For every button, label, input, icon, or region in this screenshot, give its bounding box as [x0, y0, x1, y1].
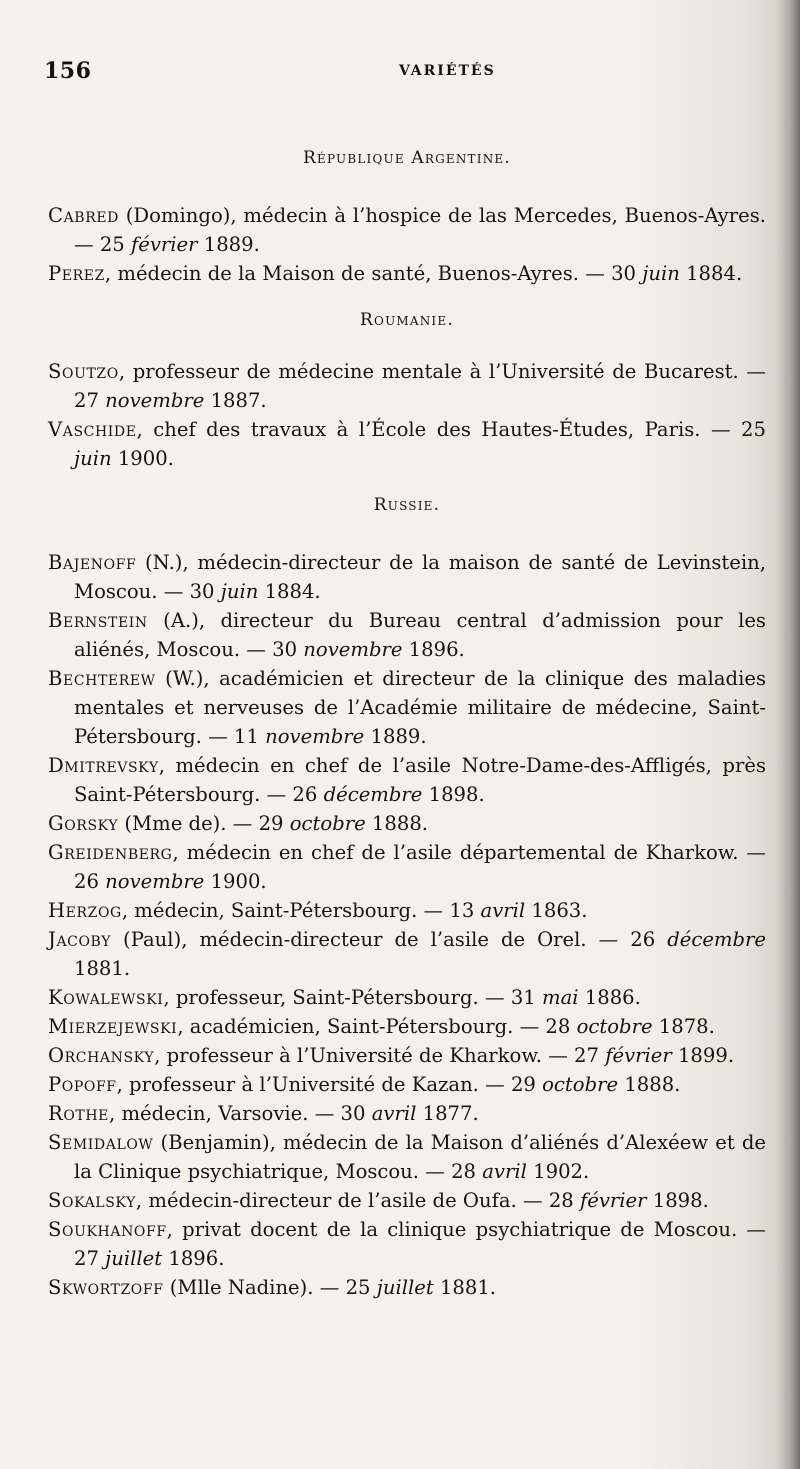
page-header: [44, 58, 744, 88]
entry-month: octobre: [289, 812, 366, 835]
entry-year: 1898.: [422, 783, 485, 806]
entry-details: (Paul), médecin-directeur de l’asile de Orel. — 26: [111, 928, 668, 951]
section-argentine: [48, 144, 766, 288]
entry-month: mai: [542, 986, 579, 1009]
page-edge-shadow: [776, 0, 800, 1469]
list-item: [48, 751, 766, 809]
entry-month: novembre: [303, 638, 403, 661]
person-name: Kowalewski: [48, 986, 164, 1009]
entry-details: , académicien, Saint-Pétersbourg. — 28: [177, 1015, 577, 1038]
entry-year: 1881.: [74, 957, 131, 980]
entry-month: octobre: [576, 1015, 653, 1038]
entry-year: 1878.: [652, 1015, 715, 1038]
list-item: [48, 1215, 766, 1273]
entry-details: , médecin, Varsovie. — 30: [109, 1102, 372, 1125]
section-russie: [48, 491, 766, 1302]
entry-details: , professeur à l’Université de Kharkow. — 27: [154, 1044, 606, 1067]
person-name: Perez: [48, 262, 105, 285]
person-name: Greidenberg: [48, 841, 173, 864]
entry-details: , médecin de la Maison de santé, Buenos-Ayres. — 30: [104, 262, 643, 285]
person-name: Soutzo: [48, 360, 119, 383]
entry-list: [48, 357, 766, 473]
entry-details: (Domingo), médecin à l’hospice de las Mercedes, Buenos-Ayres. — 25: [74, 204, 766, 256]
entry-month: novembre: [265, 725, 365, 748]
entry-month: avril: [371, 1102, 417, 1125]
entry-year: 1896.: [162, 1247, 225, 1270]
entry-month: février: [579, 1189, 647, 1212]
list-item: [48, 1070, 766, 1099]
list-item: [48, 1041, 766, 1070]
person-name: Bajenoff: [48, 551, 137, 574]
entry-details: (A.), directeur du Bureau central d’admission pour les aliénés, Moscou. — 30: [74, 609, 766, 661]
entry-month: novembre: [105, 870, 205, 893]
entry-details: (Mlle Nadine). — 25: [163, 1276, 377, 1299]
list-item: [48, 925, 766, 983]
list-item: [48, 1099, 766, 1128]
section-heading: Roumanie.: [360, 310, 454, 330]
person-name: Gorsky: [48, 812, 119, 835]
entry-month: octobre: [542, 1073, 619, 1096]
entry-year: 1886.: [578, 986, 641, 1009]
entry-year: 1884.: [258, 580, 321, 603]
entry-year: 1884.: [679, 262, 743, 285]
list-item: [48, 983, 766, 1012]
entry-details: (Benjamin), médecin de la Maison d’aliénés d’Alexéew et de la Clinique psychiatrique, Moscou. — 28: [74, 1131, 766, 1183]
person-name: Herzog: [48, 899, 122, 922]
entry-year: 1887.: [204, 389, 267, 412]
entry-month: juillet: [376, 1276, 434, 1299]
entry-details: (Mme de). — 29: [118, 812, 290, 835]
entry-details: , professeur, Saint-Pétersbourg. — 31: [163, 986, 542, 1009]
list-item: [48, 896, 766, 925]
entry-year: 1902.: [526, 1160, 590, 1183]
entry-year: 1889.: [197, 233, 260, 256]
person-name: Soukhanoff: [48, 1218, 167, 1241]
entry-year: 1899.: [671, 1044, 735, 1067]
entry-month: décembre: [667, 928, 766, 951]
entry-details: , privat docent de la clinique psychiatrique de Moscou. — 27: [74, 1218, 766, 1270]
person-name: Semidalow: [48, 1131, 154, 1154]
person-name: Vaschide: [48, 418, 137, 441]
person-name: Bernstein: [48, 609, 148, 632]
entry-month: juillet: [105, 1247, 163, 1270]
person-name: Bechterew: [48, 667, 156, 690]
section-heading: République Argentine.: [303, 148, 511, 168]
list-item: [48, 1273, 766, 1302]
entry-month: décembre: [323, 783, 423, 806]
entry-month: avril: [480, 899, 526, 922]
list-item: [48, 809, 766, 838]
list-item: [48, 415, 766, 473]
list-item: [48, 1128, 766, 1186]
entry-details: , professeur de médecine mentale à l’Université de Bucarest. — 27: [74, 360, 766, 412]
entry-list: [48, 201, 766, 288]
list-item: [48, 201, 766, 259]
entry-details: , chef des travaux à l’École des Hautes-Études, Paris. — 25: [136, 418, 766, 441]
list-item: [48, 259, 766, 288]
entry-details: , médecin en chef de l’asile départemental de Kharkow. — 26: [74, 841, 766, 893]
person-name: Mierzejewski: [48, 1015, 178, 1038]
person-name: Skwortzoff: [48, 1276, 164, 1299]
page-content: [48, 120, 766, 1302]
entry-details: (W.), académicien et directeur de la clinique des maladies mentales et nerveuses de l’Académie militaire de médecine, Saint-Pétersbourg. — 11: [74, 667, 766, 748]
entry-details: , médecin-directeur de l’asile de Oufa. — 28: [135, 1189, 580, 1212]
entry-year: 1889.: [364, 725, 427, 748]
entry-details: , professeur à l’Université de Kazan. — 29: [116, 1073, 543, 1096]
entry-year: 1863.: [525, 899, 588, 922]
person-name: Cabred: [48, 204, 119, 227]
person-name: Orchansky: [48, 1044, 155, 1067]
entry-year: 1898.: [646, 1189, 709, 1212]
entry-month: juin: [642, 262, 680, 285]
entry-details: , médecin, Saint-Pétersbourg. — 13: [121, 899, 481, 922]
page-number: 156: [44, 58, 92, 84]
list-item: [48, 1186, 766, 1215]
list-item: [48, 664, 766, 751]
entry-month: avril: [482, 1160, 527, 1183]
list-item: [48, 357, 766, 415]
entry-month: février: [130, 233, 198, 256]
entry-details: (N.), médecin-directeur de la maison de santé de Levinstein, Moscou. — 30: [74, 551, 766, 603]
entry-list: [48, 548, 766, 1302]
entry-year: 1896.: [402, 638, 465, 661]
entry-details: , médecin en chef de l’asile Notre-Dame-des-Affligés, près Saint-Pétersbourg. — 26: [74, 754, 766, 806]
entry-year: 1877.: [416, 1102, 479, 1125]
entry-year: 1888.: [618, 1073, 681, 1096]
list-item: [48, 1012, 766, 1041]
entry-year: 1900.: [204, 870, 267, 893]
entry-month: février: [605, 1044, 672, 1067]
entry-month: juin: [220, 580, 259, 603]
running-title: VARIÉTÉS: [399, 63, 496, 79]
entry-year: 1881.: [433, 1276, 497, 1299]
entry-year: 1900.: [111, 447, 174, 470]
entry-year: 1888.: [365, 812, 429, 835]
entry-month: novembre: [105, 389, 205, 412]
entry-month: juin: [74, 447, 112, 470]
section-heading: Russie.: [373, 495, 441, 515]
person-name: Sokalsky: [48, 1189, 136, 1212]
person-name: Popoff: [48, 1073, 117, 1096]
list-item: [48, 838, 766, 896]
person-name: Rothe: [48, 1102, 109, 1125]
list-item: [48, 606, 766, 664]
person-name: Jacoby: [48, 928, 112, 951]
section-roumanie: [48, 306, 766, 473]
person-name: Dmitrevsky: [48, 754, 159, 777]
list-item: [48, 548, 766, 606]
